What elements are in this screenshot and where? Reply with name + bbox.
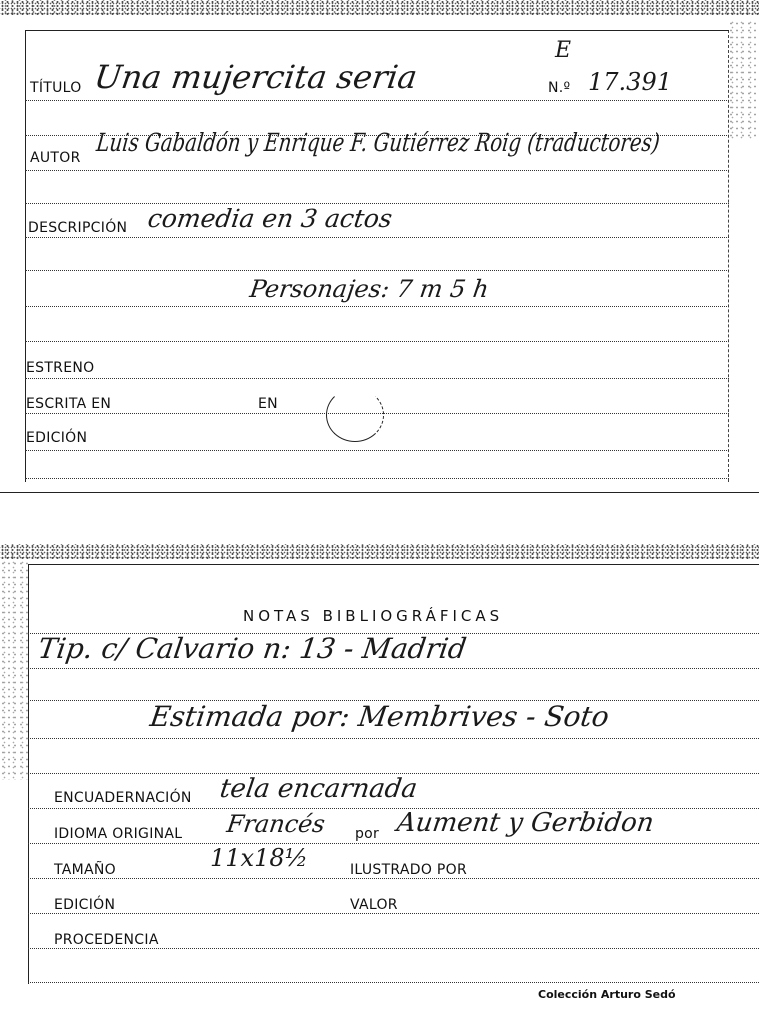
numero-prefix: E [555, 38, 572, 63]
ruled-line [25, 270, 729, 271]
note-line-2: Estimada por: Membrives - Soto [148, 700, 612, 733]
card-top-border [25, 30, 729, 31]
card-top-border [28, 564, 759, 565]
card-cut-line [0, 492, 759, 493]
note-line-1: Tip. c/ Calvario n: 13 - Madrid [36, 632, 469, 665]
tamano-label: TAMAÑO [54, 862, 116, 878]
escrita-en-label: ESCRITA EN [26, 396, 112, 412]
coleccion-footer: Colección Arturo Sedó [538, 988, 676, 1001]
scan-noise-right [728, 20, 756, 140]
scan-noise-top [0, 0, 759, 16]
tamano-value: 11x18½ [210, 844, 308, 872]
scan-noise-left [0, 560, 28, 780]
por-label: por [355, 826, 380, 842]
numero-value: 17.391 [588, 68, 672, 96]
ruled-line [25, 378, 729, 379]
ruled-line [28, 982, 759, 983]
titulo-value: Una mujercita seria [92, 58, 420, 96]
idioma-original-value: Francés [225, 810, 327, 838]
edicion-label: EDICIÓN [26, 430, 88, 446]
ruled-line [28, 913, 759, 914]
ruled-line [25, 341, 729, 342]
autor-label: AUTOR [30, 150, 81, 166]
por-value: Aument y Gerbidon [395, 808, 656, 838]
ilustrado-por-label: ILUSTRADO POR [350, 862, 467, 878]
edicion-label: EDICIÓN [54, 897, 116, 913]
valor-label: VALOR [350, 897, 398, 913]
card-left-border [28, 564, 29, 984]
ruled-line [28, 948, 759, 949]
ruled-line [28, 738, 759, 739]
procedencia-label: PROCEDENCIA [54, 932, 159, 948]
encuadernacion-label: ENCUADERNACIÓN [54, 790, 192, 806]
ruled-line [25, 170, 729, 171]
card-right-border [728, 30, 729, 482]
autor-value: Luis Gabaldón y Enrique F. Gutiérrez Roig (traductores) [95, 128, 662, 157]
ruled-line [25, 450, 729, 451]
ruled-line [25, 478, 729, 479]
descripcion-label: DESCRIPCIÓN [28, 220, 128, 236]
en-label: EN [258, 396, 278, 412]
titulo-label: TÍTULO [30, 80, 82, 96]
encuadernacion-value: tela encarnada [218, 774, 420, 804]
ruled-line [28, 843, 759, 844]
descripcion-value: comedia en 3 actos [146, 204, 395, 233]
catalog-card-back [0, 540, 759, 1028]
idioma-original-label: IDIOMA ORIGINAL [54, 826, 183, 842]
numero-label: N.º [548, 80, 571, 96]
estreno-label: ESTRENO [26, 360, 95, 376]
scan-noise-top [0, 544, 759, 560]
ruled-line [25, 237, 729, 238]
ruled-line [25, 100, 729, 101]
catalog-card-front [0, 0, 759, 500]
notas-bibliograficas-title: NOTAS BIBLIOGRÁFICAS [243, 607, 504, 625]
personajes-value: Personajes: 7 m 5 h [248, 275, 491, 303]
ruled-line [28, 668, 759, 669]
ruled-line [28, 878, 759, 879]
library-stamp [326, 388, 384, 442]
card-left-border [25, 30, 26, 482]
ruled-line [25, 306, 729, 307]
